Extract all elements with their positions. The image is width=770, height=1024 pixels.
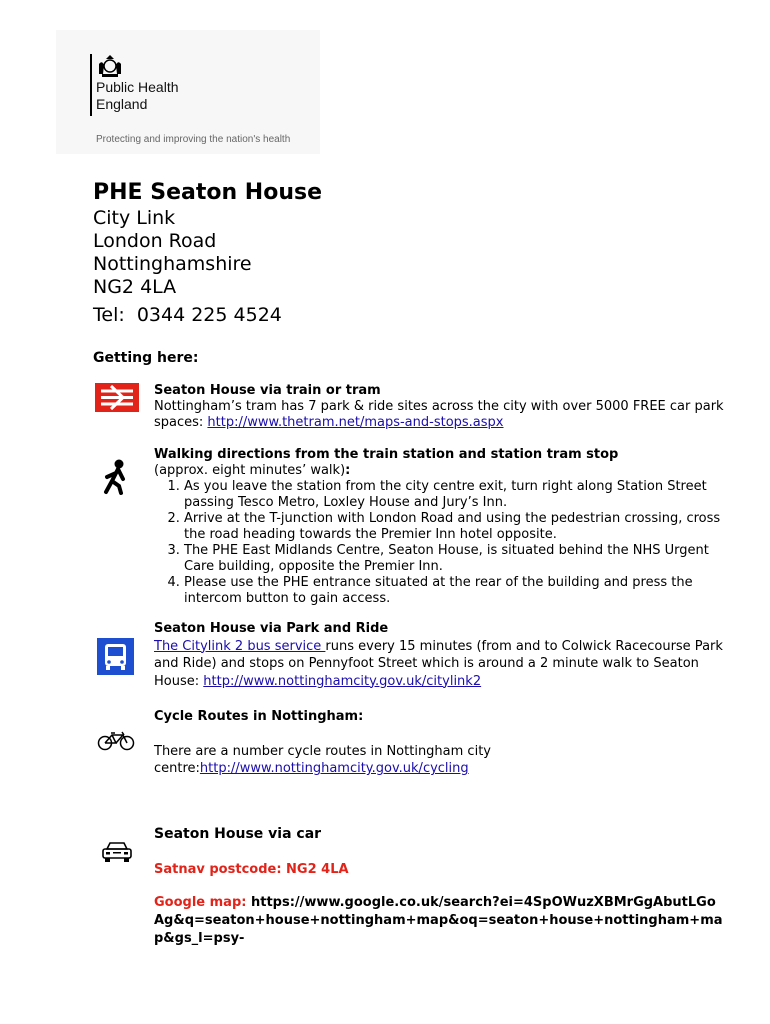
logo-tagline: Protecting and improving the nation's health bbox=[96, 134, 291, 145]
google-map-label: Google map: bbox=[154, 895, 251, 910]
cycle-text-block bbox=[154, 743, 724, 778]
citylink2-link[interactable]: http://www.nottinghamcity.gov.uk/citylink2 bbox=[203, 673, 482, 689]
walking-sub: (approx. eight minutes’ walk) bbox=[154, 463, 346, 478]
getting-here-heading: Getting here: bbox=[93, 350, 199, 366]
google-map-url[interactable]: https://www.google.co.uk/search?ei=4SpOWuzXBMrGgAbutLGoAg&q=seaton+house+nottingham+map&oq=seaton+house+nottingham+map&gs_l=psy- bbox=[154, 895, 723, 946]
park-ride-section bbox=[154, 620, 724, 690]
train-text-block bbox=[154, 399, 724, 431]
walking-step-4: 4. Please use the PHE entrance situated at the rear of the building and press the intercom button to gain access. bbox=[184, 575, 724, 607]
logo-text-line1: Public Health bbox=[96, 79, 179, 95]
walking-sub-block bbox=[154, 463, 724, 479]
logo-text-line2: England bbox=[96, 96, 148, 112]
park-ride-text-block bbox=[154, 638, 724, 691]
train-text: Nottingham’s tram has 7 park & ride sites across the city with over 5000 FREE car park spaces: bbox=[154, 399, 724, 430]
park-ride-heading: Seaton House via Park and Ride bbox=[154, 621, 389, 636]
walking-section bbox=[154, 447, 724, 607]
page-title: PHE Seaton House bbox=[93, 180, 322, 205]
bicycle-icon bbox=[97, 731, 135, 751]
walking-steps bbox=[154, 479, 724, 607]
logo-rule bbox=[90, 54, 92, 116]
cycle-section bbox=[154, 708, 724, 778]
walking-step-3: 3. The PHE East Midlands Centre, Seaton House, is situated behind the NHS Urgent Care building, opposite the Premier Inn. bbox=[184, 543, 724, 575]
car-section bbox=[154, 826, 724, 948]
cycle-heading: Cycle Routes in Nottingham: bbox=[154, 709, 364, 724]
train-section bbox=[154, 383, 724, 431]
address-line-1: City Link bbox=[93, 207, 176, 229]
cycling-link[interactable]: http://www.nottinghamcity.gov.uk/cycling bbox=[199, 761, 469, 776]
walking-step-1: 1. As you leave the station from the city centre exit, turn right along Station Street passing Tesco Metro, Loxley House and Jury’s Inn. bbox=[184, 479, 724, 511]
telephone: Tel: 0344 225 4524 bbox=[93, 304, 282, 326]
satnav-postcode: Satnav postcode: NG2 4LA bbox=[154, 862, 349, 877]
train-heading: Seaton House via train or tram bbox=[154, 383, 381, 398]
phe-logo bbox=[56, 30, 320, 154]
walking-sub-colon: : bbox=[345, 463, 351, 478]
bus-icon bbox=[97, 638, 134, 675]
car-icon bbox=[101, 840, 133, 864]
tram-link[interactable]: http://www.thetram.net/maps-and-stops.aspx bbox=[207, 415, 504, 430]
walking-step-2: 2. Arrive at the T-junction with London Road and using the pedestrian crossing, cross the road heading towards the Premier Inn hotel opposite. bbox=[184, 511, 724, 543]
car-heading: Seaton House via car bbox=[154, 826, 322, 842]
walking-heading: Walking directions from the train station and station tram stop bbox=[154, 447, 619, 462]
address-line-2: London Road bbox=[93, 230, 217, 252]
park-ride-text: runs every 15 minutes (from and to Colwick Racecourse Park and Ride) and stops on Pennyfoot Street which is around a 2 minute walk to Seaton House: bbox=[154, 638, 723, 689]
address-line-4: NG2 4LA bbox=[93, 276, 177, 298]
citylink-service-link[interactable]: The Citylink 2 bus service bbox=[154, 638, 326, 654]
cycle-text: There are a number cycle routes in Nottingham city centre: bbox=[154, 743, 491, 776]
walking-person-icon bbox=[99, 459, 133, 495]
google-map-block bbox=[154, 894, 724, 948]
address-line-3: Nottinghamshire bbox=[93, 253, 252, 275]
national-rail-icon bbox=[95, 383, 139, 412]
royal-crest-icon bbox=[96, 54, 124, 78]
